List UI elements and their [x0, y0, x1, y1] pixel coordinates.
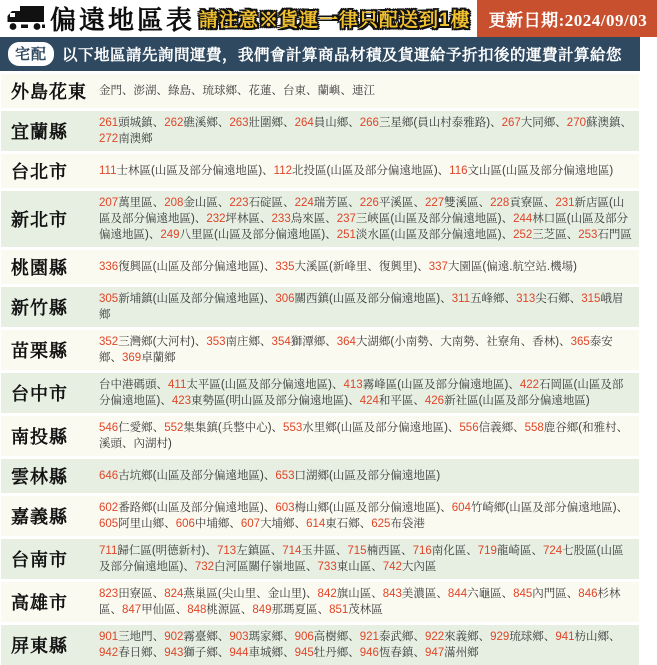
- area-name: 獅潭鄉: [290, 336, 326, 348]
- area-name: 梅山鄉(山區及部分偏遠地區): [294, 502, 441, 514]
- area-name: 八里區(山區及部分偏遠地區): [179, 229, 326, 241]
- area-name: 甲仙區: [141, 604, 176, 616]
- area-name: 白河區關仔嶺地區: [214, 561, 307, 573]
- area-postal-code: 311: [451, 293, 471, 305]
- region-areas: 金門、澎湖、綠島、琉球鄉、花蓮、台東、蘭嶼、連江: [99, 85, 375, 97]
- area-name: 霧峰區(山區及部分偏遠地區): [362, 379, 509, 391]
- region-label: 南投縣: [11, 427, 68, 447]
- area-name: 萬里區: [118, 197, 153, 209]
- area-postal-code: 944: [229, 647, 249, 659]
- area-postal-code: 365: [570, 336, 590, 348]
- area-postal-code: 846: [578, 588, 598, 600]
- area-postal-code: 906: [294, 631, 314, 643]
- area-postal-code: 226: [359, 197, 379, 209]
- area-postal-code: 411: [168, 379, 187, 391]
- region-areas: 711歸仁區(明德新村)、713左鎮區、714玉井區、715楠西區、716南化區、719龍崎區、724七股區(山區及部分偏遠地區)、732白河區關仔嶺地區、733東山區、742大內區: [99, 545, 624, 573]
- area-postal-code: 902: [164, 631, 184, 643]
- area-name: 古坑鄉(山區及部分偏遠地區): [118, 470, 264, 482]
- area-postal-code: 719: [477, 545, 497, 557]
- area-postal-code: 604: [451, 502, 471, 514]
- table-row: [1, 416, 639, 456]
- area-name: 泰安鄉: [99, 336, 613, 364]
- region-areas: 901三地門、902霧臺鄉、903瑪家鄉、906高樹鄉、921泰武鄉、922來義鄉、929琉球鄉、941枋山鄉、942春日鄉、943獅子鄉、944車城鄉、945牡丹鄉、946恆春鎮、947滿州鄉: [99, 631, 621, 659]
- area-postal-code: 605: [99, 518, 119, 530]
- area-name: 蘭嶼: [317, 85, 341, 97]
- area-postal-code: 606: [175, 518, 195, 530]
- area-name: 金門: [99, 85, 122, 97]
- update-date-badge: 更新日期:2024/09/03: [477, 0, 657, 37]
- area-postal-code: 733: [317, 561, 337, 573]
- area-postal-code: 111: [99, 165, 117, 177]
- area-name: 平溪區: [378, 197, 414, 209]
- area-name: 新社區(山區及部分偏遠地區): [444, 395, 590, 407]
- area-name: 石碇區: [248, 197, 284, 209]
- region-areas: 261頭城鎮、262礁溪鄉、263壯圍鄉、264員山鄉、266三星鄉(員山村泰雅路)、267大同鄉、270蘇澳鎮、272南澳鄉: [99, 117, 632, 145]
- area-postal-code: 845: [513, 588, 533, 600]
- region-label: 新竹縣: [11, 298, 68, 318]
- area-postal-code: 228: [490, 197, 510, 209]
- area-postal-code: 364: [336, 336, 356, 348]
- area-name: 仁愛鄉: [118, 422, 153, 434]
- region-label: 雲林縣: [11, 467, 68, 487]
- area-name: 石門區: [597, 229, 632, 241]
- table-row: [1, 287, 639, 327]
- area-postal-code: 851: [329, 604, 349, 616]
- area-name: 士林區(山區及部分偏遠地區): [116, 165, 263, 177]
- area-postal-code: 558: [524, 422, 544, 434]
- area-name: 大埔鄉: [260, 518, 295, 530]
- area-name: 枋山鄉: [574, 631, 609, 643]
- area-name: 東勢區(明山區及部分偏遠地區): [191, 395, 349, 407]
- area-postal-code: 823: [99, 588, 119, 600]
- area-postal-code: 264: [294, 117, 314, 129]
- area-postal-code: 261: [99, 117, 119, 129]
- area-postal-code: 305: [99, 293, 119, 305]
- table-row: [1, 625, 639, 665]
- area-postal-code: 424: [359, 395, 379, 407]
- area-name: 蘇澳鎮: [585, 117, 621, 129]
- area-name: 琉球鄉: [202, 85, 237, 97]
- area-name: 北投區(山區及部分偏遠地區): [292, 165, 438, 177]
- header-bar: [0, 0, 648, 37]
- table-row: [1, 539, 639, 579]
- area-postal-code: 313: [516, 293, 536, 305]
- area-postal-code: 824: [164, 588, 184, 600]
- area-postal-code: 263: [229, 117, 249, 129]
- area-name: 三峽區(山區及部分偏遠地區): [355, 213, 502, 225]
- area-postal-code: 267: [501, 117, 521, 129]
- area-postal-code: 848: [187, 604, 207, 616]
- area-postal-code: 426: [424, 395, 445, 407]
- area-postal-code: 715: [347, 545, 367, 557]
- area-name: 台中港碼頭: [99, 379, 157, 391]
- area-name: 高樹鄉: [313, 631, 349, 643]
- area-name: 滿州鄉: [444, 647, 479, 659]
- area-name: 歸仁區(明德新村): [117, 545, 206, 557]
- region-areas: 352三灣鄉(大河村)、353南庄鄉、354獅潭鄉、364大湖鄉(小南勢、大南勢、社寮角、香林)、365泰安鄉、369卓蘭鄉: [99, 336, 613, 364]
- area-name: 三地門: [118, 631, 153, 643]
- area-postal-code: 847: [122, 604, 142, 616]
- regions-table: [0, 71, 640, 665]
- region-label: 嘉義縣: [11, 507, 68, 527]
- area-name: 那瑪夏區: [271, 604, 318, 616]
- area-name: 復興區(山區及部分偏遠地區): [118, 261, 264, 273]
- area-postal-code: 556: [459, 422, 479, 434]
- area-name: 恆春鎮: [378, 647, 414, 659]
- delivery-note-text: 以下地區請先詢問運費，我們會計算商品材積及貨運給予折扣後的運費計算給您: [62, 47, 623, 64]
- area-postal-code: 251: [336, 229, 356, 241]
- area-name: 綠島: [168, 85, 191, 97]
- area-name: 玉井區: [301, 545, 336, 557]
- area-postal-code: 713: [217, 545, 237, 557]
- area-postal-code: 942: [99, 647, 119, 659]
- area-postal-code: 646: [99, 470, 119, 482]
- header-warning-text: 請注意※貨運一律只配送到1樓: [199, 10, 471, 31]
- area-postal-code: 369: [122, 352, 142, 364]
- area-name: 布袋港: [390, 518, 425, 530]
- area-name: 三灣鄉(大河村): [118, 336, 195, 348]
- area-name: 東石鄉: [325, 518, 360, 530]
- area-name: 旗山區: [336, 588, 372, 600]
- area-postal-code: 244: [513, 213, 533, 225]
- area-name: 淡水區(山區及部分偏遠地區): [355, 229, 502, 241]
- area-postal-code: 844: [447, 588, 468, 600]
- area-name: 內門區: [532, 588, 567, 600]
- area-postal-code: 337: [428, 261, 448, 273]
- area-name: 杉林區: [99, 588, 621, 616]
- area-name: 鹿谷鄉(和雅村、溪頭、內湖村): [99, 422, 629, 450]
- area-name: 連江: [352, 85, 375, 97]
- area-postal-code: 116: [449, 165, 468, 177]
- area-postal-code: 232: [206, 213, 226, 225]
- area-postal-code: 315: [581, 293, 601, 305]
- area-name: 集集鎮(兵整中心): [183, 422, 272, 434]
- area-postal-code: 602: [99, 502, 119, 514]
- area-name: 林口區(山區及部分偏遠地區): [99, 213, 629, 241]
- area-name: 大內區: [401, 561, 437, 573]
- region-areas: 111士林區(山區及部分偏遠地區)、112北投區(山區及部分偏遠地區)、116文山區(山區及部分偏遠地區): [99, 165, 614, 177]
- area-name: 中埔鄉: [194, 518, 230, 530]
- area-postal-code: 249: [160, 229, 180, 241]
- area-postal-code: 901: [99, 631, 119, 643]
- area-name: 新店區(山區及部分偏遠地區): [99, 197, 625, 225]
- area-postal-code: 553: [283, 422, 303, 434]
- area-name: 信義鄉: [478, 422, 514, 434]
- region-label: 苗栗縣: [11, 341, 68, 361]
- area-name: 和平區: [378, 395, 414, 407]
- area-postal-code: 941: [555, 631, 575, 643]
- area-name: 大同鄉: [520, 117, 556, 129]
- area-postal-code: 353: [206, 336, 226, 348]
- area-name: 田寮區: [118, 588, 153, 600]
- area-postal-code: 946: [359, 647, 379, 659]
- area-postal-code: 714: [282, 545, 302, 557]
- area-postal-code: 207: [99, 197, 119, 209]
- table-row: [1, 496, 639, 536]
- table-row: [1, 250, 639, 284]
- area-name: 桃源區: [206, 604, 241, 616]
- region-areas: 646古坑鄉(山區及部分偏遠地區)、653口湖鄉(山區及部分偏遠地區): [99, 470, 441, 482]
- area-name: 南澳鄉: [118, 133, 153, 145]
- area-name: 石岡區(山區及部分偏遠地區): [99, 379, 624, 407]
- table-row: [1, 459, 639, 493]
- area-name: 大溪區(新峰里、復興里): [294, 261, 418, 273]
- area-postal-code: 231: [555, 197, 575, 209]
- area-postal-code: 603: [275, 502, 295, 514]
- area-postal-code: 614: [306, 518, 326, 530]
- region-label: 桃園縣: [11, 258, 68, 278]
- area-name: 牡丹鄉: [313, 647, 349, 659]
- region-label: 台中市: [11, 384, 68, 404]
- area-name: 壯圍鄉: [248, 117, 284, 129]
- area-name: 澎湖: [133, 85, 157, 97]
- area-name: 瑪家鄉: [248, 631, 284, 643]
- region-areas: 305新埔鎮(山區及部分偏遠地區)、306關西鎮(山區及部分偏遠地區)、311五峰鄉、313尖石鄉、315峨眉鄉: [99, 293, 624, 321]
- area-name: 大湖鄉(小南勢、大南勢、社寮角、香林): [355, 336, 560, 348]
- area-postal-code: 272: [99, 133, 119, 145]
- area-postal-code: 270: [566, 117, 586, 129]
- area-name: 頭城鎮: [118, 117, 153, 129]
- table-row: [1, 74, 639, 108]
- area-name: 南化區: [431, 545, 467, 557]
- region-label: 台南市: [11, 550, 68, 570]
- area-postal-code: 653: [275, 470, 295, 482]
- area-name: 春日鄉: [118, 647, 153, 659]
- area-name: 五峰鄉: [470, 293, 505, 305]
- area-name: 霧臺鄉: [183, 631, 218, 643]
- truck-icon: [6, 5, 46, 32]
- area-name: 金山區: [183, 197, 218, 209]
- area-postal-code: 732: [194, 561, 215, 573]
- area-postal-code: 607: [240, 518, 261, 530]
- area-postal-code: 266: [359, 117, 379, 129]
- area-name: 來義鄉: [444, 631, 479, 643]
- table-row: [1, 154, 639, 188]
- area-postal-code: 849: [252, 604, 272, 616]
- table-row: [1, 111, 639, 151]
- region-label: 屏東縣: [11, 636, 68, 656]
- area-postal-code: 224: [294, 197, 314, 209]
- area-name: 大園區(偏遠.航空站.機場): [447, 261, 577, 273]
- area-name: 六龜區: [467, 588, 502, 600]
- area-postal-code: 335: [275, 261, 295, 273]
- area-name: 坪林區: [225, 213, 261, 225]
- area-name: 泰武鄉: [378, 631, 414, 643]
- table-row: [1, 582, 639, 622]
- region-label: 新北市: [11, 210, 68, 230]
- area-name: 東山區: [336, 561, 372, 573]
- table-row: [1, 373, 639, 413]
- area-postal-code: 352: [99, 336, 119, 348]
- area-name: 貢寮區: [509, 197, 544, 209]
- area-postal-code: 922: [424, 631, 445, 643]
- area-name: 峨眉鄉: [99, 293, 624, 321]
- home-delivery-badge: 宅配: [8, 42, 54, 66]
- region-areas: 336復興區(山區及部分偏遠地區)、335大溪區(新峰里、復興里)、337大園區(偏遠.航空站.機場): [99, 261, 577, 273]
- area-postal-code: 945: [294, 647, 314, 659]
- area-postal-code: 252: [513, 229, 533, 241]
- area-postal-code: 724: [542, 545, 563, 557]
- area-postal-code: 354: [271, 336, 291, 348]
- area-name: 員山鄉: [313, 117, 349, 129]
- region-areas: 546仁愛鄉、552集集鎮(兵整中心)、553水里鄉(山區及部分偏遠地區)、556信義鄉、558鹿谷鄉(和雅村、溪頭、內湖村): [99, 422, 629, 450]
- area-name: 台東: [283, 85, 306, 97]
- area-postal-code: 546: [99, 422, 119, 434]
- area-name: 礁溪鄉: [183, 117, 218, 129]
- region-label: 宜蘭縣: [11, 122, 68, 142]
- delivery-note-bar: [0, 37, 640, 71]
- area-postal-code: 336: [99, 261, 119, 273]
- area-postal-code: 223: [229, 197, 249, 209]
- area-postal-code: 208: [164, 197, 184, 209]
- area-name: 茂林區: [348, 604, 383, 616]
- area-name: 美濃區: [401, 588, 437, 600]
- area-postal-code: 943: [164, 647, 184, 659]
- region-label: 台北市: [11, 162, 68, 182]
- area-postal-code: 552: [164, 422, 184, 434]
- area-postal-code: 843: [382, 588, 402, 600]
- area-name: 文山區(山區及部分偏遠地區): [467, 165, 614, 177]
- area-name: 左鎮區: [236, 545, 271, 557]
- area-name: 楠西區: [366, 545, 402, 557]
- area-name: 三星鄉(員山村泰雅路): [378, 117, 491, 129]
- area-postal-code: 253: [578, 229, 598, 241]
- area-postal-code: 711: [99, 545, 118, 557]
- area-postal-code: 237: [336, 213, 356, 225]
- area-postal-code: 929: [490, 631, 510, 643]
- area-name: 水里鄉(山區及部分偏遠地區): [302, 422, 448, 434]
- area-postal-code: 903: [229, 631, 249, 643]
- area-postal-code: 112: [273, 165, 292, 177]
- area-name: 烏來區: [290, 213, 326, 225]
- area-name: 太平區(山區及部分偏遠地區): [186, 379, 333, 391]
- area-name: 南庄鄉: [225, 336, 261, 348]
- area-postal-code: 422: [519, 379, 540, 391]
- table-row: [1, 330, 639, 370]
- area-name: 雙溪區: [444, 197, 479, 209]
- region-areas: 台中港碼頭、411太平區(山區及部分偏遠地區)、413霧峰區(山區及部分偏遠地區)、422石岡區(山區及部分偏遠地區)、423東勢區(明山區及部分偏遠地區)、424和平區、426新社區(山區及部分偏遠地區): [99, 379, 624, 407]
- area-name: 阿里山鄉: [118, 518, 165, 530]
- area-name: 三芝區: [532, 229, 567, 241]
- area-postal-code: 625: [371, 518, 391, 530]
- region-areas: 602番路鄉(山區及部分偏遠地區)、603梅山鄉(山區及部分偏遠地區)、604竹崎鄉(山區及部分偏遠地區)、605阿里山鄉、606中埔鄉、607大埔鄉、614東石鄉、625布袋港: [99, 502, 629, 530]
- area-name: 獅子鄉: [183, 647, 218, 659]
- area-postal-code: 306: [275, 293, 295, 305]
- area-postal-code: 716: [412, 545, 432, 557]
- region-areas: 207萬里區、208金山區、223石碇區、224瑞芳區、226平溪區、227雙溪區、228貢寮區、231新店區(山區及部分偏遠地區)、232坪林區、233烏來區、237三峽區(山區及部分偏遠地區)、244林口區(山區及部分偏遠地區)、249八里區(山區及部分偏遠地區)、251淡水區(山區及部分偏遠地區)、252三芝區、253石門區: [99, 197, 632, 241]
- region-areas: 823田寮區、824燕巢區(尖山里、金山里)、842旗山區、843美濃區、844六龜區、845內門區、846杉林區、847甲仙區、848桃源區、849那瑪夏區、851茂林區: [99, 588, 621, 616]
- area-name: 關西鎮(山區及部分偏遠地區): [294, 293, 441, 305]
- area-postal-code: 742: [382, 561, 402, 573]
- area-name: 口湖鄉(山區及部分偏遠地區): [294, 470, 441, 482]
- area-name: 琉球鄉: [509, 631, 544, 643]
- area-postal-code: 842: [317, 588, 337, 600]
- area-postal-code: 947: [424, 647, 445, 659]
- area-name: 七股區(山區及部分偏遠地區): [99, 545, 624, 573]
- table-row: [1, 191, 639, 247]
- area-postal-code: 413: [343, 379, 363, 391]
- area-name: 新埔鎮(山區及部分偏遠地區): [118, 293, 264, 305]
- area-name: 龍崎區: [496, 545, 532, 557]
- area-name: 車城鄉: [248, 647, 284, 659]
- page-title: 偏遠地區表: [50, 6, 196, 35]
- area-name: 卓蘭鄉: [141, 352, 176, 364]
- region-label: 外島花東: [11, 82, 87, 102]
- area-name: 瑞芳區: [313, 197, 349, 209]
- region-label: 高雄市: [11, 593, 68, 613]
- area-postal-code: 262: [164, 117, 184, 129]
- area-name: 花蓮: [248, 85, 272, 97]
- area-name: 燕巢區(尖山里、金山里): [183, 588, 307, 600]
- area-name: 番路鄉(山區及部分偏遠地區): [118, 502, 264, 514]
- area-postal-code: 227: [424, 197, 445, 209]
- area-name: 竹崎鄉(山區及部分偏遠地區): [470, 502, 617, 514]
- area-postal-code: 423: [171, 395, 192, 407]
- area-postal-code: 921: [359, 631, 379, 643]
- area-name: 尖石鄉: [535, 293, 570, 305]
- area-postal-code: 233: [271, 213, 291, 225]
